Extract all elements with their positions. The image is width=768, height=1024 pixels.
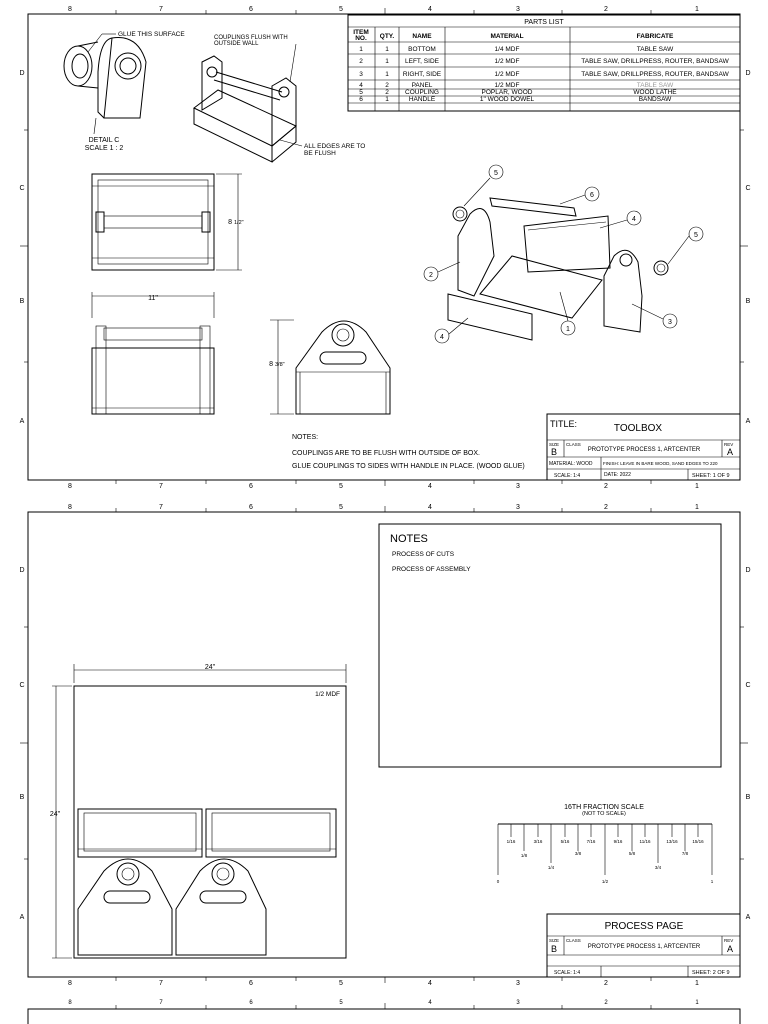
svg-text:HANDLE: HANDLE [408, 96, 436, 103]
sheet-field: SHEET: 2 OF 9 [692, 970, 730, 976]
sheet-frame [28, 1009, 740, 1024]
svg-text:4: 4 [428, 504, 432, 511]
svg-text:5: 5 [339, 1000, 343, 1006]
fraction-scale-title: 16TH FRACTION SCALE [564, 804, 644, 811]
svg-text:D: D [745, 70, 751, 77]
svg-text:5: 5 [494, 170, 498, 177]
header-material: MATERIAL [490, 33, 524, 40]
svg-text:OUTSIDE WALL: OUTSIDE WALL [214, 41, 259, 47]
sheet-1-canvas [0, 0, 768, 492]
parts-list-rows [359, 46, 729, 103]
svg-text:2: 2 [359, 58, 363, 65]
drawing-sheet-3-partial [0, 995, 768, 1024]
svg-text:COUPLINGS ARE TO BE FLUSH WITH: COUPLINGS ARE TO BE FLUSH WITH OUTSIDE OF BOX. [292, 450, 480, 457]
detail-c-coupling-drawing [64, 31, 185, 152]
svg-text:15/16: 15/16 [692, 839, 704, 844]
svg-text:4: 4 [428, 6, 432, 13]
svg-text:BOTTOM: BOTTOM [408, 46, 436, 53]
svg-text:D: D [745, 567, 751, 574]
toolbox-isometric-small [194, 35, 365, 162]
header-item-no: ITEM [353, 29, 369, 36]
drawing-sheet-1 [0, 0, 768, 492]
svg-text:3: 3 [516, 980, 520, 987]
svg-text:6: 6 [590, 192, 594, 199]
svg-text:B: B [19, 298, 25, 305]
svg-text:CLASS: CLASS [566, 938, 581, 943]
scale-field: SCALE: 1:4 [554, 473, 581, 479]
svg-text:3: 3 [516, 1000, 520, 1006]
title-label: TITLE: [550, 419, 578, 429]
svg-text:6: 6 [249, 504, 253, 511]
svg-text:1: 1 [695, 6, 699, 13]
callout-edges-flush: ALL EDGES ARE TO [304, 143, 366, 150]
svg-text:5: 5 [359, 89, 363, 96]
title-block-1 [547, 414, 740, 480]
sheet-2-canvas [0, 497, 768, 993]
title-block-2 [547, 914, 740, 977]
svg-text:3/16: 3/16 [533, 839, 543, 844]
svg-text:4: 4 [359, 82, 363, 89]
class-value: PROTOTYPE PROCESS 1, ARTCENTER [587, 447, 701, 453]
detail-c-scale: SCALE 1 : 2 [84, 145, 124, 152]
svg-text:TABLE SAW, DRILLPRESS, ROUTER,: TABLE SAW, DRILLPRESS, ROUTER, BANDSAW [581, 71, 729, 78]
header-fabricate: FABRICATE [636, 33, 674, 40]
top-zone-labels [68, 504, 699, 511]
drawing-title: TOOLBOX [613, 423, 663, 434]
svg-text:8: 8 [68, 6, 72, 13]
svg-text:TABLE SAW, DRILLPRESS, ROUTER,: TABLE SAW, DRILLPRESS, ROUTER, BANDSAW [581, 58, 729, 65]
right-zone-labels [745, 567, 750, 921]
svg-text:B: B [19, 794, 25, 801]
svg-text:NO.: NO. [355, 35, 367, 42]
bottom-zone-labels [68, 483, 699, 490]
svg-text:4: 4 [428, 483, 432, 490]
size-value: B [551, 944, 558, 954]
svg-text:7: 7 [159, 1000, 163, 1006]
svg-text:3/4: 3/4 [654, 865, 662, 870]
svg-text:11/16: 11/16 [639, 839, 651, 844]
toolbox-top-view [92, 174, 244, 270]
svg-text:B: B [745, 794, 751, 801]
svg-text:2: 2 [385, 89, 389, 96]
svg-text:1/2": 1/2" [234, 220, 244, 226]
svg-text:D: D [19, 567, 25, 574]
notes-line-assembly: PROCESS OF ASSEMBLY [392, 566, 471, 573]
svg-text:C: C [19, 682, 25, 689]
svg-text:SIZE: SIZE [549, 442, 560, 447]
svg-text:6: 6 [249, 1000, 253, 1006]
svg-text:9/16: 9/16 [613, 839, 623, 844]
svg-text:REV: REV [724, 442, 734, 447]
notes-heading: NOTES [390, 533, 428, 545]
svg-text:1/8: 1/8 [520, 853, 528, 858]
notes-line-cuts: PROCESS OF CUTS [392, 551, 455, 558]
svg-text:1: 1 [710, 879, 714, 884]
svg-text:7/8: 7/8 [681, 851, 689, 856]
svg-text:A: A [19, 914, 25, 921]
svg-text:1/4: 1/4 [547, 865, 555, 870]
dim-board-height: 24" [49, 811, 61, 818]
sheet-1-notes [292, 434, 525, 470]
svg-text:7: 7 [159, 483, 163, 490]
svg-text:8: 8 [68, 1000, 72, 1006]
svg-text:5: 5 [339, 483, 343, 490]
svg-text:1: 1 [695, 483, 699, 490]
svg-text:5/16: 5/16 [560, 839, 570, 844]
scale-field: SCALE: 1:4 [554, 970, 581, 976]
svg-text:1/2 MDF: 1/2 MDF [494, 58, 520, 65]
svg-text:COUPLING: COUPLING [405, 89, 439, 96]
svg-text:1: 1 [385, 58, 389, 65]
svg-text:1" WOOD DOWEL: 1" WOOD DOWEL [479, 96, 535, 103]
sheet-3-canvas [0, 995, 768, 1024]
svg-text:3: 3 [668, 319, 672, 326]
svg-text:1: 1 [385, 96, 389, 103]
rev-value: A [727, 447, 734, 457]
cutting-layout-board [50, 664, 346, 958]
svg-text:CLASS: CLASS [566, 442, 581, 447]
svg-text:1: 1 [695, 980, 699, 987]
svg-text:1/4 MDF: 1/4 MDF [494, 46, 520, 53]
drawing-sheet-2 [0, 497, 768, 993]
svg-text:C: C [19, 185, 25, 192]
sheet-frame [28, 14, 740, 480]
svg-text:5: 5 [339, 6, 343, 13]
svg-text:POPLAR, WOOD: POPLAR, WOOD [481, 89, 533, 96]
dim-width-top: 11" [148, 295, 158, 302]
svg-text:5: 5 [694, 232, 698, 239]
svg-text:1: 1 [695, 1000, 699, 1006]
balloon-group [424, 165, 703, 343]
parts-list-title: PARTS LIST [524, 19, 564, 26]
sheet-frame [28, 512, 740, 977]
svg-text:1/2: 1/2 [601, 879, 609, 884]
svg-text:D: D [19, 70, 25, 77]
svg-text:7/16: 7/16 [586, 839, 596, 844]
svg-text:PANEL: PANEL [411, 82, 433, 89]
toolbox-side-view [269, 320, 390, 414]
svg-text:2: 2 [604, 980, 608, 987]
svg-text:A: A [745, 418, 751, 425]
svg-text:4: 4 [440, 334, 444, 341]
svg-text:2: 2 [604, 6, 608, 13]
svg-text:1: 1 [566, 326, 570, 333]
svg-text:1/2 MDF: 1/2 MDF [494, 82, 520, 89]
svg-text:RIGHT, SIDE: RIGHT, SIDE [402, 71, 442, 78]
svg-text:WOOD LATHE: WOOD LATHE [633, 89, 677, 96]
svg-text:1/16: 1/16 [506, 839, 516, 844]
header-name: NAME [412, 33, 432, 40]
svg-text:1: 1 [385, 71, 389, 78]
detail-c-label: DETAIL C [88, 137, 120, 144]
size-value: B [551, 447, 558, 457]
svg-text:6: 6 [249, 6, 253, 13]
right-zone-labels [745, 70, 750, 425]
top-zone-labels [68, 6, 699, 13]
svg-text:13/16: 13/16 [666, 839, 678, 844]
svg-text:2: 2 [604, 504, 608, 511]
svg-text:5: 5 [339, 980, 343, 987]
fraction-scale-subtitle: (NOT TO SCALE) [582, 811, 626, 817]
svg-text:BE FLUSH: BE FLUSH [304, 150, 336, 157]
svg-text:8: 8 [68, 504, 72, 511]
svg-text:C: C [745, 185, 751, 192]
svg-text:4: 4 [632, 216, 636, 223]
svg-text:GLUE COUPLINGS TO SIDES WITH H: GLUE COUPLINGS TO SIDES WITH HANDLE IN PLACE. (WOOD GLUE) [292, 463, 525, 470]
svg-text:3: 3 [516, 504, 520, 511]
svg-text:7: 7 [159, 6, 163, 13]
fraction-scale [497, 804, 714, 884]
date-field: DATE: 2022 [604, 472, 631, 478]
svg-text:7: 7 [159, 980, 163, 987]
board-material: 1/2 MDF [315, 691, 340, 698]
left-zone-labels [19, 70, 24, 425]
process-page-title: PROCESS PAGE [604, 921, 684, 932]
material-field: MATERIAL: WOOD [549, 461, 593, 467]
svg-text:LEFT, SIDE: LEFT, SIDE [405, 58, 439, 65]
svg-text:4: 4 [428, 980, 432, 987]
svg-text:6: 6 [249, 483, 253, 490]
header-qty: QTY. [379, 33, 395, 40]
notes-box [379, 524, 721, 767]
dim-height-side: 8 [269, 361, 273, 368]
svg-text:NOTES:: NOTES: [292, 434, 319, 441]
svg-text:2: 2 [429, 272, 433, 279]
svg-text:6: 6 [249, 980, 253, 987]
svg-text:SIZE: SIZE [549, 938, 560, 943]
svg-text:C: C [745, 682, 751, 689]
svg-text:B: B [745, 298, 751, 305]
toolbox-front-view [92, 292, 214, 414]
svg-text:7: 7 [159, 504, 163, 511]
svg-text:0: 0 [496, 879, 500, 884]
svg-text:2: 2 [385, 82, 389, 89]
dim-height-front: 8 [228, 219, 232, 226]
callout-glue-surface: GLUE THIS SURFACE [118, 31, 185, 38]
svg-text:3/8": 3/8" [275, 362, 285, 368]
svg-text:3: 3 [359, 71, 363, 78]
sheet-field: SHEET: 1 OF 9 [692, 473, 730, 479]
left-zone-labels [19, 567, 24, 921]
svg-text:1: 1 [359, 46, 363, 53]
svg-text:4: 4 [428, 1000, 432, 1006]
svg-text:8: 8 [68, 980, 72, 987]
svg-text:3: 3 [516, 483, 520, 490]
toolbox-exploded-view [424, 165, 703, 343]
svg-text:REV: REV [724, 938, 734, 943]
svg-text:2: 2 [604, 1000, 608, 1006]
svg-text:1: 1 [385, 46, 389, 53]
svg-text:5/8: 5/8 [628, 851, 636, 856]
svg-text:8: 8 [68, 483, 72, 490]
svg-text:A: A [745, 914, 751, 921]
svg-text:3/8: 3/8 [574, 851, 582, 856]
svg-text:1/2 MDF: 1/2 MDF [494, 71, 520, 78]
callout-couplings-flush: COUPLINGS FLUSH WITH [214, 35, 288, 41]
top-zone-labels [68, 1000, 699, 1006]
bottom-zone-labels [68, 980, 699, 987]
dim-board-width: 24" [204, 664, 216, 671]
svg-text:A: A [19, 418, 25, 425]
svg-text:1: 1 [695, 504, 699, 511]
rev-value: A [727, 944, 734, 954]
svg-text:BANDSAW: BANDSAW [638, 96, 672, 103]
parts-list-table [348, 15, 740, 111]
svg-text:3: 3 [516, 6, 520, 13]
svg-text:2: 2 [604, 483, 608, 490]
svg-text:TABLE SAW: TABLE SAW [636, 46, 674, 53]
svg-text:6: 6 [359, 96, 363, 103]
svg-text:5: 5 [339, 504, 343, 511]
class-value: PROTOTYPE PROCESS 1, ARTCENTER [587, 944, 701, 950]
border-ticks [20, 506, 751, 983]
finish-field: FINISH: LEAVE IN BARE WOOD, SAND EDGES TO 220 [603, 461, 718, 466]
svg-text:TABLE SAW: TABLE SAW [636, 82, 674, 89]
